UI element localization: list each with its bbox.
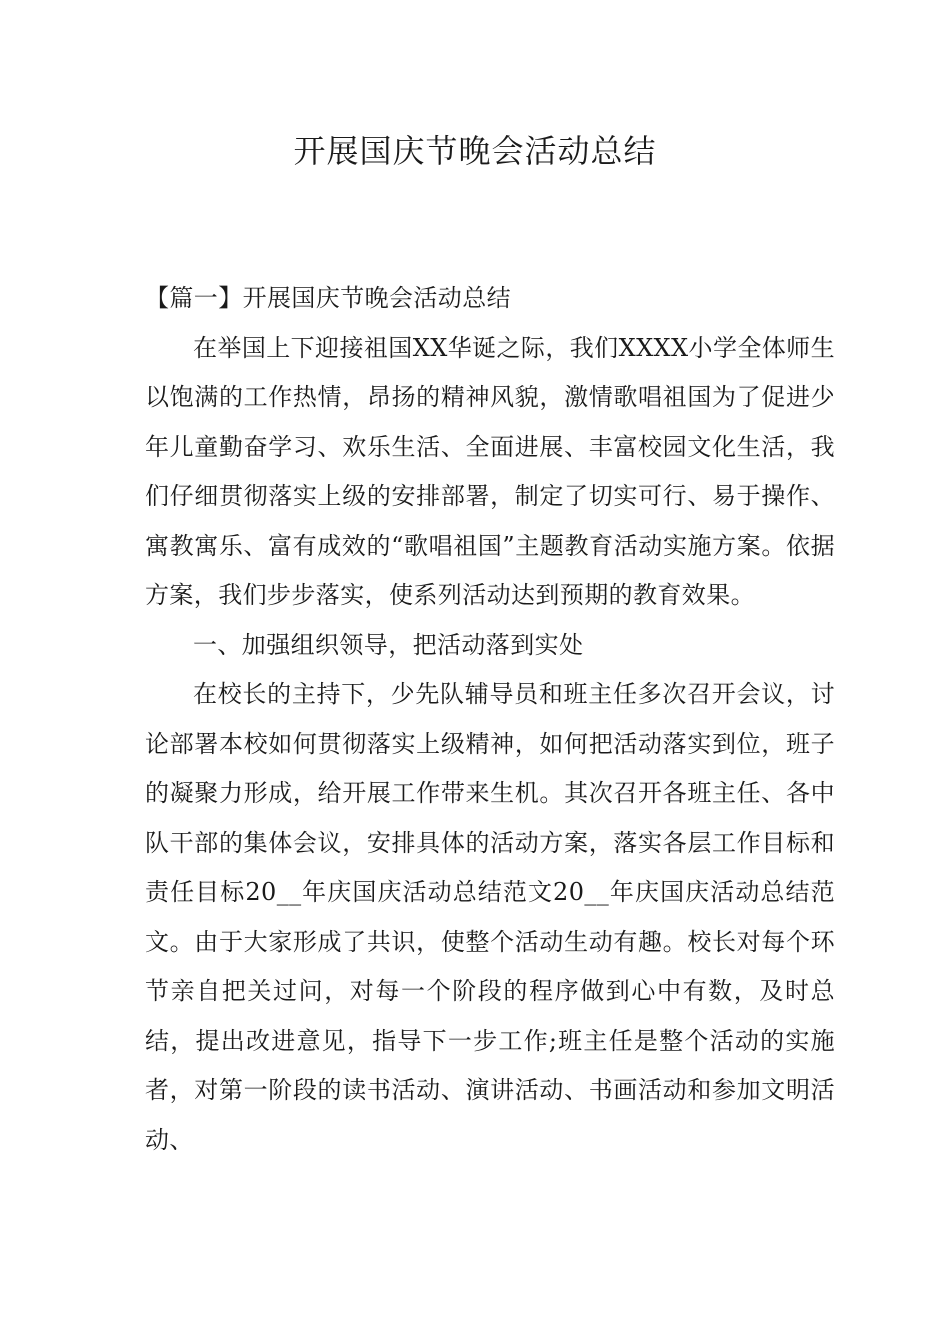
document-body: [145, 274, 835, 1165]
section-heading: 【篇一】开展国庆节晚会活动总结: [145, 284, 511, 312]
subheading-organization: 一、加强组织领导，把活动落到实处: [193, 630, 584, 659]
paragraph-organization: 在校长的主持下，少先队辅导员和班主任多次召开会议，讨论部署本校如何贯彻落实上级精神，如何把活动落实到位，班子的凝聚力形成，给开展工作带来生机。其次召开各班主任、各中队干部的集体会议，安排具体的活动方案，落实各层工作目标和责任目标20__年庆国庆活动总结范文20__年庆国庆活动总结范文。由于大家形成了共识，使整个活动生动有趣。校长对每个环节亲自把关过问，对每一个阶段的程序做到心中有数，及时总结，提出改进意见，指导下一步工作;班主任是整个活动的实施者，对第一阶段的读书活动、演讲活动、书画活动和参加文明活动、: [145, 680, 835, 1154]
document-title: 开展国庆节晚会活动总结: [293, 132, 657, 170]
paragraph-intro: 在举国上下迎接祖国XX华诞之际，我们XXXX小学全体师生以饱满的工作热情，昂扬的精神风貌，激情歌唱祖国为了促进少年儿童勤奋学习、欢乐生活、全面进展、丰富校园文化生活，我们仔细贯彻落实上级的安排部署，制定了切实可行、易于操作、寓教寓乐、富有成效的“歌唱祖国”主题教育活动实施方案。依据方案，我们步步落实，使系列活动达到预期的教育效果。: [145, 333, 835, 609]
